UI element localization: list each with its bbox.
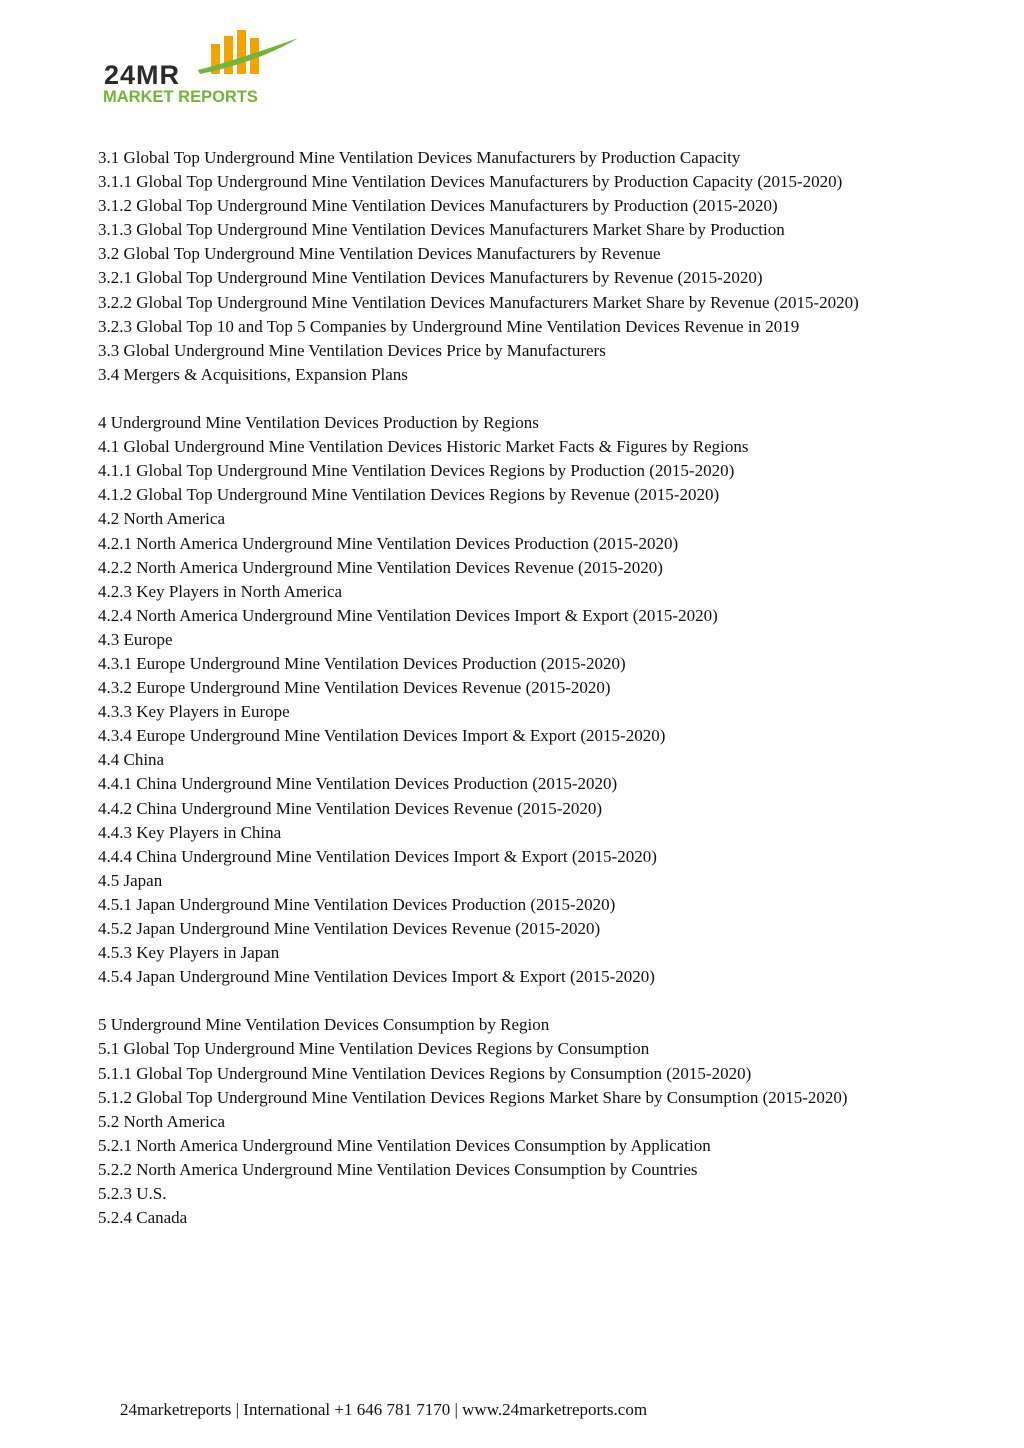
toc-entry: 3.2 Global Top Underground Mine Ventilation Devices Manufacturers by Revenue [98,244,661,264]
toc-entry: 4.4 China [98,750,165,770]
toc-entry: 4.4.1 China Underground Mine Ventilation Devices Production (2015-2020) [98,774,618,794]
toc-entry: 4.2.3 Key Players in North America [98,581,343,601]
toc-entry: 4 Underground Mine Ventilation Devices Production by Regions [98,413,539,433]
toc-entry: 5.2.1 North America Underground Mine Ventilation Devices Consumption by Application [98,1135,711,1155]
toc-entry: 5.1.1 Global Top Underground Mine Ventilation Devices Regions by Consumption (2015-2020) [98,1063,752,1083]
toc-entry: 4.2 North America [98,509,225,529]
toc-entry: 4.1 Global Underground Mine Ventilation Devices Historic Market Facts & Figures by Regions [98,437,749,457]
toc-entry: 5.1.2 Global Top Underground Mine Ventilation Devices Regions Market Share by Consumption (2015-2020) [98,1087,848,1107]
toc-spacer [98,989,927,1013]
toc-entry: 3.2.1 Global Top Underground Mine Ventilation Devices Manufacturers by Revenue (2015-2020) [98,268,763,288]
toc-entry: 4.3.3 Key Players in Europe [98,702,290,722]
toc-entry: 4.1.1 Global Top Underground Mine Ventilation Devices Regions by Production (2015-2020) [98,461,735,481]
logo-text-24mr: 24MR [104,60,181,90]
toc-entry: 4.4.3 Key Players in China [98,822,282,842]
toc-entry: 4.4.2 China Underground Mine Ventilation Devices Revenue (2015-2020) [98,798,603,818]
toc-entry: 4.3.2 Europe Underground Mine Ventilation Devices Revenue (2015-2020) [98,678,611,698]
brand-logo [100,26,305,110]
toc-entry: 5.1 Global Top Underground Mine Ventilation Devices Regions by Consumption [98,1039,650,1059]
toc-entry: 3.1.3 Global Top Underground Mine Ventilation Devices Manufacturers Market Share by Production [98,220,785,240]
toc-entry: 4.5.3 Key Players in Japan [98,943,280,963]
toc-entry: 4.4.4 China Underground Mine Ventilation Devices Import & Export (2015-2020) [98,846,657,866]
logo-text-market-reports: MARKET REPORTS [103,88,258,106]
toc-entry: 5.2 North America [98,1111,225,1131]
toc-entry: 5 Underground Mine Ventilation Devices Consumption by Region [98,1015,550,1035]
page-footer: 24marketreports | International +1 646 781 7170 | www.24marketreports.com [120,1400,648,1419]
toc-entry: 4.5 Japan [98,870,163,890]
toc-entry: 4.2.1 North America Underground Mine Ventilation Devices Production (2015-2020) [98,533,679,553]
toc-entry: 5.2.3 U.S. [98,1184,167,1204]
toc-entry: 4.2.4 North America Underground Mine Ventilation Devices Import & Export (2015-2020) [98,605,718,625]
toc-entry: 3.2.2 Global Top Underground Mine Ventilation Devices Manufacturers Market Share by Revenue (2015-2020) [98,292,859,312]
toc-entry: 3.3 Global Underground Mine Ventilation Devices Price by Manufacturers [98,340,606,360]
toc-entry: 4.1.2 Global Top Underground Mine Ventilation Devices Regions by Revenue (2015-2020) [98,485,720,505]
toc-entry: 4.5.2 Japan Underground Mine Ventilation Devices Revenue (2015-2020) [98,919,601,938]
table-of-contents [98,146,927,1230]
toc-entry: 3.1 Global Top Underground Mine Ventilation Devices Manufacturers by Production Capacity [98,148,741,167]
toc-entry: 4.2.2 North America Underground Mine Ventilation Devices Revenue (2015-2020) [98,557,663,577]
toc-entry: 4.3 Europe [98,629,173,649]
toc-entry: 4.5.1 Japan Underground Mine Ventilation Devices Production (2015-2020) [98,894,616,914]
toc-entry: 5.2.2 North America Underground Mine Ventilation Devices Consumption by Countries [98,1159,698,1179]
toc-entry: 3.1.2 Global Top Underground Mine Ventilation Devices Manufacturers by Production (2015-2020) [98,196,778,216]
toc-spacer [98,387,927,411]
toc-entry: 3.2.3 Global Top 10 and Top 5 Companies by Underground Mine Ventilation Devices Revenue in 2019 [98,316,800,336]
toc-entry: 3.4 Mergers & Acquisitions, Expansion Plans [98,364,408,384]
toc-entry: 4.3.4 Europe Underground Mine Ventilation Devices Import & Export (2015-2020) [98,726,666,746]
toc-entry: 4.3.1 Europe Underground Mine Ventilation Devices Production (2015-2020) [98,653,626,673]
toc-entry: 3.1.1 Global Top Underground Mine Ventilation Devices Manufacturers by Production Capacity (2015-2020) [98,172,843,192]
toc-entry: 4.5.4 Japan Underground Mine Ventilation Devices Import & Export (2015-2020) [98,967,655,987]
toc-entry: 5.2.4 Canada [98,1208,188,1228]
